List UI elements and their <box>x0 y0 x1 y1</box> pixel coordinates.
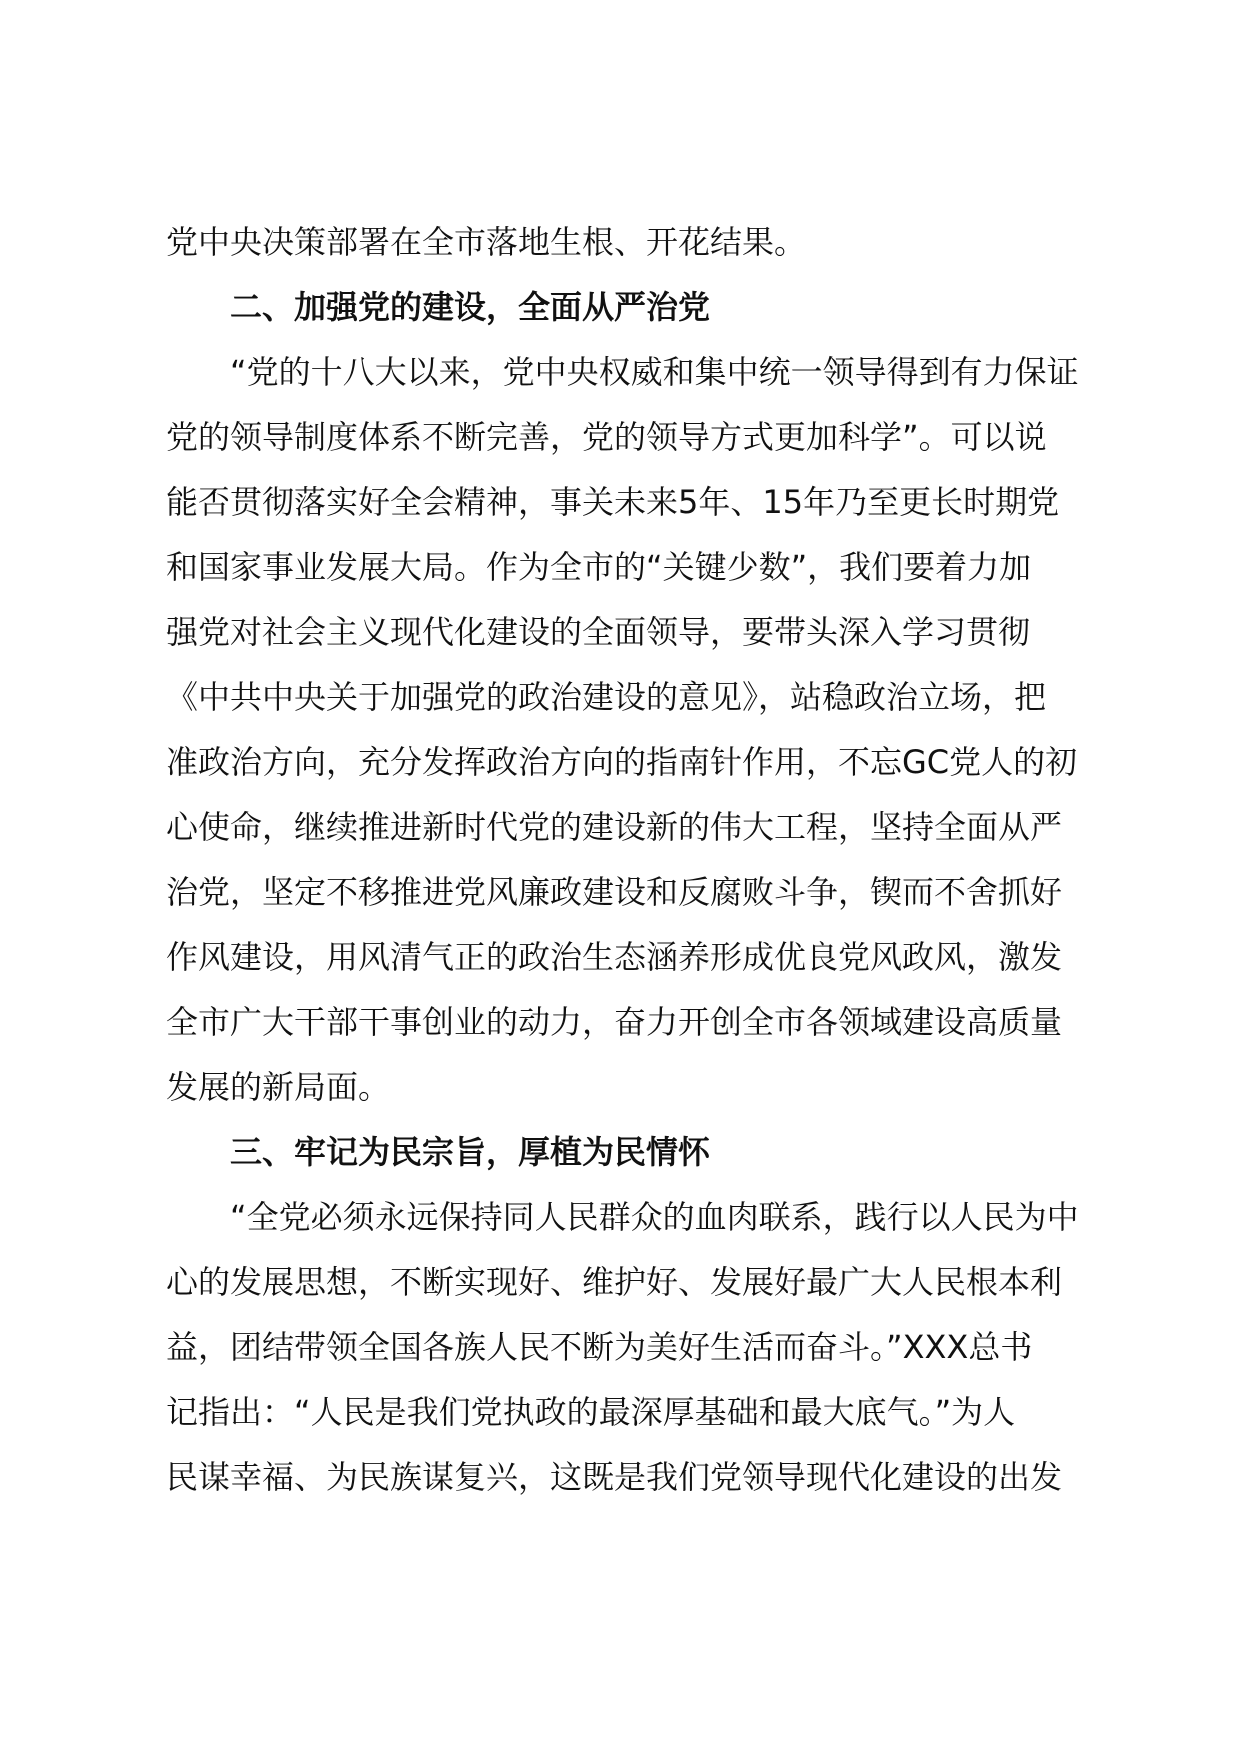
section-heading-2: 二、加强党的建设，全面从严治党 <box>230 288 711 326</box>
body-text-line: 发展的新局面。 <box>166 1068 391 1106</box>
body-text-line: 民谋幸福、为民族谋复兴，这既是我们党领导现代化建设的出发 <box>166 1458 1063 1496</box>
body-text-line: 和国家事业发展大局。作为全市的“关键少数”，我们要着力加 <box>166 548 1032 586</box>
body-text-line: 能否贯彻落实好全会精神，事关未来5年、15年乃至更长时期党 <box>166 483 1060 521</box>
body-text-line: 治党，坚定不移推进党风廉政建设和反腐败斗争，锲而不舍抓好 <box>166 873 1063 911</box>
body-text-line: 党中央决策部署在全市落地生根、开花结果。 <box>166 223 807 261</box>
body-text-line: 心使命，继续推进新时代党的建设新的伟大工程，坚持全面从严 <box>166 808 1063 846</box>
body-text-line: 《中共中央关于加强党的政治建设的意见》，站稳政治立场，把 <box>166 678 1047 716</box>
body-text-line: “党的十八大以来，党中央权威和集中统一领导得到有力保证 <box>230 353 1079 391</box>
body-text-line: 心的发展思想，不断实现好、维护好、发展好最广大人民根本利 <box>166 1263 1063 1301</box>
body-text-line: 强党对社会主义现代化建设的全面领导，要带头深入学习贯彻 <box>166 613 1031 651</box>
body-text-line: “全党必须永远保持同人民群众的血肉联系，践行以人民为中 <box>230 1198 1079 1236</box>
body-text-line: 党的领导制度体系不断完善，党的领导方式更加科学”。可以说 <box>166 418 1047 456</box>
body-text-line: 作风建设，用风清气正的政治生态涵养形成优良党风政风，激发 <box>166 938 1063 976</box>
body-text-line: 准政治方向，充分发挥政治方向的指南针作用，不忘GC党人的初 <box>166 743 1078 781</box>
body-text-line: 全市广大干部干事创业的动力，奋力开创全市各领域建设高质量 <box>166 1003 1063 1041</box>
document-body <box>166 210 1126 1510</box>
body-text-line: 记指出：“人民是我们党执政的最深厚基础和最大底气。”为人 <box>166 1393 1016 1431</box>
body-text-line: 益，团结带领全国各族人民不断为美好生活而奋斗。”XXX总书 <box>166 1328 1033 1366</box>
section-heading-3: 三、牢记为民宗旨，厚植为民情怀 <box>230 1133 711 1171</box>
